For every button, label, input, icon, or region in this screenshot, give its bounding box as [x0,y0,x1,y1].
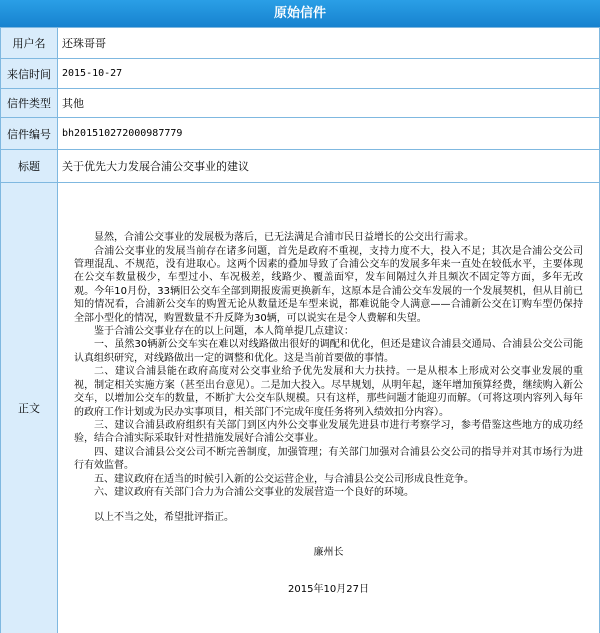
field-label: 标题 [1,150,58,183]
letter-type-value: 其他 [58,89,600,118]
signature-date: 2015年10月27日 [288,583,369,595]
field-label: 信件编号 [1,118,58,150]
username-value: 还珠哥哥 [58,28,600,59]
letter-date-value: 2015-10-27 [58,59,600,89]
body-paragraph: 一、虽然30辆新公交车实在难以对线路做出很好的调配和优化，但还是建议合浦县交通局、合浦县公交公司能认真组织研究，对线路做出一定的调整和优化。这是当前首要做的事情。 [74,339,583,364]
field-row-date [1,59,600,89]
field-label: 信件类型 [1,89,58,118]
letter-number-value: bh201510272000987779 [58,118,600,150]
closing-line: 以上不当之处，希望批评指正。 [94,512,234,524]
body-paragraph: 显然，合浦公交事业的发展极为落后，已无法满足合浦市民日益增长的公交出行需求。 [94,232,474,244]
field-row-type [1,89,600,118]
body-paragraph: 三、建议合浦县政府组织有关部门到区内外公交事业发展先进县市进行考察学习，参考借鉴这些地方的成功经验，结合合浦实际采取针对性措施发展好合浦公交事业。 [74,419,583,445]
field-row-title [1,150,600,183]
body-paragraph: 二、建议合浦县能在政府高度对公交事业给予优先发展和大力扶持。一是从根本上形成对公交事业发展的重视，制定相关实施方案（甚至出台意见）。二是加大投入。尽早规划，从明年起，逐年增加预算经费，继续购入新公交车，以增加公交车的数量，不断扩大公交车队规模。只有这样，那些问题才能迎刃而解。（可将这项内容列入每年的政府工作计划或为民办实事项目，相关部门不完成年度任务将列入绩效扣分内容）。 [74,366,583,418]
body-paragraph: 六、建议政府有关部门合力为合浦公交事业的发展营造一个良好的环境。 [94,486,414,498]
field-label: 正文 [1,183,58,633]
field-label: 用户名 [1,28,58,59]
signature: 廉州长 [313,546,344,558]
body-paragraph: 鉴于合浦公交事业存在的以上问题，本人简单提几点建议： [94,326,354,338]
letter-body [58,183,600,633]
letter-title-value: 关于优先大力发展合浦公交事业的建议 [58,150,600,183]
letter-info-table [0,27,600,633]
field-row-number [1,118,600,150]
field-row-body [1,183,600,633]
field-row-username [1,28,600,59]
body-paragraph: 五、建议政府在适当的时候引入新的公交运营企业，与合浦县公交公司形成良性竞争。 [94,473,474,485]
body-paragraph: 合浦公交事业的发展当前存在诸多问题，首先是政府不重视，支持力度不大，投入不足；其次是合浦公交公司管理混乱、不规范，没有进取心。这两个因素的叠加导致了合浦公交车的发展多年来一直处在较低水平，主要体现在公交车数量极少，车型过小、车况极差，线路少、覆盖面窄，发车间隔过久并且频次不固定等方面，多年无改观。今年10月份，33辆旧公交车全部到期报废需更换新车，这原本是合浦公交车发展的一个发展契机，但从目前已知的情况看，合浦新公交车的购置无论从数量还是车型来说，都难说能令人满意——合浦新公交在订购车型仍保持全部小型化的情况，购置数量不升反降为30辆，可以说实在是令人费解和失望。 [74,245,583,324]
field-label: 来信时间 [1,59,58,89]
panel-header: 原始信件 [0,0,600,27]
body-paragraph: 四、建议合浦县公交公司不断完善制度，加强管理；有关部门加强对合浦县公交公司的指导并对其市场行为进行有效监督。 [74,446,583,472]
